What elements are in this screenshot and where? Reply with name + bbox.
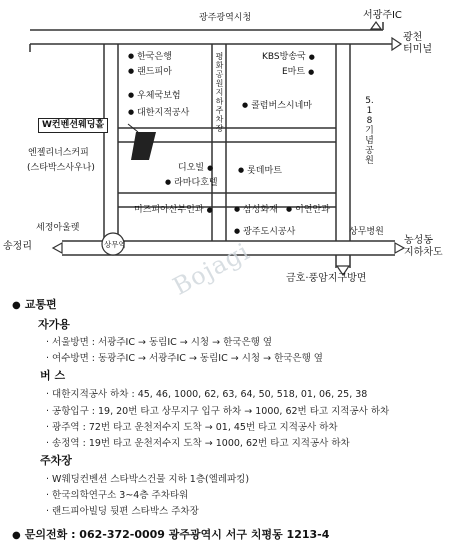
venue-label: W컨벤션웨딩홀 [38,118,108,133]
road-to-terminal [383,22,401,50]
bus-title: 버 스 [40,369,66,382]
place-landpia: ● 랜드피아 [128,67,172,78]
label-songjeongri: 송정리 [3,241,32,252]
parking-title: 주차장 [40,454,72,467]
arrow-up-ic [371,22,381,30]
venue-building-icon [131,132,156,160]
place-angelinus: 엔젤리너스커피 [28,148,89,158]
arrow-left [53,243,62,253]
place-lee-eye: ● 이연안과 [286,205,330,216]
label-nongseong: 농성동 지하차도 [404,235,443,258]
arrow-right [395,243,404,253]
place-colombus: ● 콜럼버스시네마 [242,101,312,112]
top-road [30,30,383,44]
parking-line-3: · 랜드피아빌딩 뒷편 스타박스 주차장 [46,503,199,517]
label-park-parking: 평화공원지하주차장 [215,52,224,133]
place-samsung: ● 삼성화재 [234,205,278,216]
place-kbs: KBS방송국 ● [262,52,315,62]
place-daehan-corp: ● 대한지적공사 [128,108,189,119]
label-seogwangju-ic: 서광주IC [363,10,402,21]
contact-phone: ● 문의전화 : 062-372-0009 광주광역시 서구 치평동 1213-4 [12,526,329,542]
place-ramada: ● 라마다호텔 [165,178,218,189]
place-emart: E마트 ● [282,67,315,77]
place-gwangju-corp: ● 광주도시공사 [234,227,295,238]
bus-line-4: · 송정역 : 19번 타고 운천저수지 도착 → 1000, 62번 타고 지적공사 하차 [46,435,350,449]
car-title: 자가용 [38,318,70,331]
place-diovil: 디오빌 ● [178,163,214,173]
car-line-1: · 서울방면 : 서광주IC → 동림IC → 시청 → 한국은행 옆 [46,334,272,348]
parking-line-2: · 한국의학연구소 3~4층 주차타워 [46,487,188,501]
transport-title: ● 교통편 [12,296,57,312]
place-mizpia: 미즈피아산부인과 ● [134,205,213,215]
place-sangmu-hospital: 상무병원 [349,227,384,237]
label-sangmu-station: 상무역 [104,240,126,249]
bus-line-2: · 공항입구 : 19, 20번 타고 상무지구 입구 하차 → 1000, 62번 타고 지적공사 하차 [46,403,389,417]
place-post-insurance: ● 우체국보험 [128,91,181,102]
place-hanguk-bank: ● 한국은행 [128,52,172,63]
label-terminal: 광천 터미널 [403,32,432,55]
label-city-hall: 광주광역시청 [199,13,252,23]
watermark: Bojagi [168,237,255,301]
place-lotte: ● 롯데마트 [238,166,282,177]
bus-line-1: · 대한지적공사 하차 : 45, 46, 1000, 62, 63, 64, 50, 518, 01, 06, 25, 38 [46,386,367,400]
label-geumho: 금호·풍암지구방면 [286,273,367,284]
place-starbox-sauna: (스타박스사우나) [27,163,95,173]
place-sejong-outlet: 세정아울렛 [36,223,80,233]
car-line-2: · 여수방면 : 동광주IC → 서광주IC → 동림IC → 시청 → 한국은행 옆 [46,350,323,364]
parking-line-1: · W웨딩컨벤션 스타박스건물 지하 1층(엘레파킹) [46,471,249,485]
label-518-park: 5.18기념공원 [365,96,374,166]
bus-line-3: · 광주역 : 72번 타고 운천저수지 도착 → 01, 45번 타고 지적공사 하차 [46,419,338,433]
